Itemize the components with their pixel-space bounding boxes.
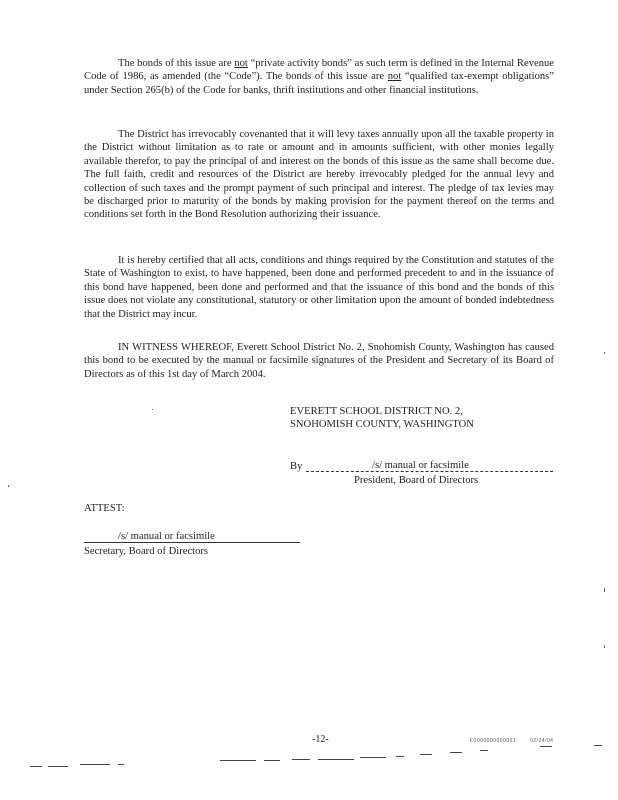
para1-text-b: “private activity bonds” as such term is defined in the Internal Revenue Code of 1986, as amended (the “Code”). The bonds of this issue are <box>84 58 554 83</box>
scan-speck <box>8 485 9 487</box>
by-label: By <box>290 461 303 472</box>
document-code: F0000000000001 <box>470 738 517 744</box>
date-code: 02/24/04 <box>530 738 554 744</box>
scan-artifact-line <box>420 754 432 755</box>
attest-label: ATTEST: <box>84 503 125 514</box>
paragraph-bond-status <box>84 57 554 97</box>
paragraph-tax-covenant: The District has irrevocably covenanted that it will levy taxes annually upon all the taxable property in the District without limitation as to rate or amount and in amounts sufficient, with other monies legally available therefor, to pay the principal of and interest on the bonds of this issue as the same shall become due. The full faith, credit and resources of the District are hereby irrevocably pledged for the annual levy and collection of such taxes and the prompt payment of such principal and interest. The pledge of tax levies may be discharged prior to maturity of the bonds by making provision for the payment thereof on the terms and conditions set forth in the Bond Resolution authorizing their issuance. <box>84 129 554 221</box>
scan-artifact-line <box>318 759 354 760</box>
scan-artifact-line <box>540 746 552 747</box>
scan-artifact-line <box>396 756 404 757</box>
scan-artifact-line <box>264 760 280 761</box>
president-title: President, Board of Directors <box>354 475 479 486</box>
para1-not-1: not <box>234 58 248 69</box>
scan-artifact-line <box>480 750 488 751</box>
scan-artifact-line <box>360 757 386 758</box>
scan-artifact-line <box>292 759 310 760</box>
scan-artifact-line <box>220 760 256 761</box>
scan-speck <box>604 588 605 592</box>
scan-artifact-line <box>48 766 68 767</box>
scan-artifact-line <box>594 745 602 746</box>
paragraph-witness: IN WITNESS WHEREOF, Everett School District No. 2, Snohomish County, Washington has caused this bond to be executed by the manual or facsimile signatures of the President and Secretary of its Board of Directors as of this 1st day of March 2004. <box>84 342 554 380</box>
paragraph-certification: It is hereby certified that all acts, conditions and things required by the Constitution and statutes of the State of Washington to exist, to have happened, been done and performed precedent to and in the issuance of this bond have happened, been done and performed and that the issuance of this bond and the bonds of this issue does not violate any constitutional, statutory or other limitation upon the amount of bonded indebtedness that the District may incur. <box>84 255 554 320</box>
secretary-title: Secretary, Board of Directors <box>84 546 209 557</box>
scan-speck <box>604 352 605 354</box>
scan-artifact-line <box>30 766 42 767</box>
para1-text-a: The bonds of this issue are <box>118 58 235 69</box>
page-number: -12- <box>312 734 329 745</box>
scan-artifact-line <box>450 752 462 753</box>
scan-artifact-line <box>80 764 110 765</box>
president-signature: /s/ manual or facsimile <box>372 460 469 471</box>
scan-artifact-line <box>118 764 124 765</box>
district-name-line1: EVERETT SCHOOL DISTRICT NO. 2, <box>290 406 463 417</box>
scan-speck <box>604 645 605 648</box>
para1-not-2: not <box>387 71 402 83</box>
district-name-line2: SNOHOMISH COUNTY, WASHINGTON <box>290 419 474 430</box>
secretary-signature: /s/ manual or facsimile <box>118 531 215 542</box>
para1-text-c: “qualified tax-exempt obligations” under Section 265(b) of the Code for banks, thrift institutions and other financial institutions. <box>84 71 554 96</box>
scan-speck <box>152 409 153 410</box>
